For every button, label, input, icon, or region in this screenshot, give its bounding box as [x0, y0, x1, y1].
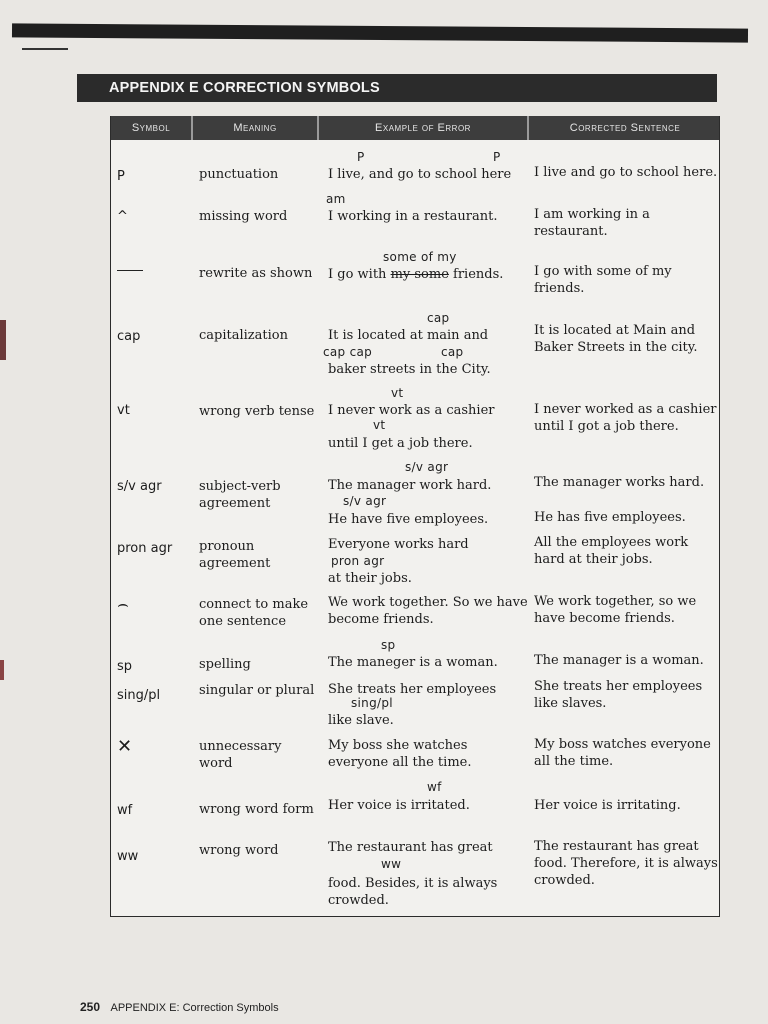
table-row-example: like slave.	[328, 713, 394, 728]
table-row-corrected: Her voice is irritating.	[534, 798, 681, 813]
example-struck-text: my some	[390, 267, 449, 282]
table-row-example: The maneger is a woman.	[328, 655, 498, 670]
table-row-symbol: vt	[117, 403, 130, 418]
table-row-symbol: cap	[117, 329, 141, 344]
table-row-meaning: singular or plural	[199, 683, 315, 698]
binding-edge	[0, 320, 6, 360]
column-header-symbol: Symbol	[111, 116, 193, 140]
example-text: friends.	[448, 267, 504, 282]
table-row-meaning: wrong word	[199, 843, 279, 858]
table-row-symbol: pron agr	[117, 541, 173, 556]
table-header	[111, 116, 719, 140]
handwritten-mark: cap	[427, 311, 450, 325]
table-row-example: We work together. So we have become friends.	[328, 595, 528, 627]
table-row-example: The restaurant has great	[328, 840, 493, 855]
table-row-corrected: The manager works hard.	[534, 475, 705, 490]
table-row-corrected: I go with some of my friends.	[534, 264, 672, 296]
table-row-example	[328, 266, 528, 283]
underline-symbol	[117, 262, 143, 271]
top-edge-bar	[12, 23, 748, 42]
table-row-corrected: It is located at Main and Baker Streets in the city.	[534, 323, 698, 355]
handwritten-mark: P	[493, 150, 501, 164]
column-header-corrected: Corrected Sentence	[569, 122, 681, 134]
table-row-meaning: pronoun agreement	[199, 539, 271, 571]
table-row-corrected: The restaurant has great food. Therefore, it is always crowded.	[534, 839, 718, 888]
handwritten-mark: cap	[441, 345, 464, 359]
table-row-corrected: My boss watches everyone all the time.	[534, 737, 711, 769]
table-row-example: I working in a restaurant.	[328, 209, 498, 224]
table-row-example: at their jobs.	[328, 571, 412, 586]
table-row-example: food. Besides, it is always crowded.	[328, 876, 498, 908]
table-row-meaning: connect to make one sentence	[199, 597, 309, 629]
table-row-symbol: s/v agr	[117, 479, 162, 494]
margin-dash	[22, 48, 68, 50]
delete-symbol: ✕	[117, 736, 133, 757]
table-row-example: He have five employees.	[328, 512, 489, 527]
table-row-symbol: sp	[117, 659, 133, 674]
table-row-corrected: I am working in a restaurant.	[534, 207, 650, 239]
table-row-meaning: wrong word form	[199, 802, 314, 817]
handwritten-mark: am	[326, 192, 346, 206]
handwritten-mark: sing/pl	[351, 696, 393, 710]
table-row-corrected: She treats her employees like slaves.	[534, 679, 703, 711]
handwritten-mark: wf	[427, 780, 442, 794]
handwritten-mark: ww	[381, 857, 402, 871]
table-row-meaning: wrong verb tense	[199, 404, 315, 419]
table-row-symbol: P	[117, 169, 125, 184]
handwritten-mark: s/v agr	[405, 460, 449, 474]
table-row-example: My boss she watches everyone all the time.	[328, 738, 472, 770]
table-row-example: Her voice is irritated.	[328, 798, 470, 813]
appendix-title: APPENDIX E CORRECTION SYMBOLS	[77, 74, 717, 102]
table-row-symbol: ww	[117, 849, 139, 864]
table-row-corrected: I live and go to school here.	[534, 165, 718, 180]
footer-label: APPENDIX E: Correction Symbols	[110, 1002, 279, 1014]
table-row-corrected: We work together, so we have become friends.	[534, 594, 697, 626]
handwritten-mark: vt	[391, 386, 404, 400]
table-row-example: The manager work hard.	[328, 478, 492, 493]
handwritten-mark: cap cap	[323, 345, 373, 359]
table-row-meaning: missing word	[199, 209, 288, 224]
handwritten-mark: vt	[373, 418, 386, 432]
table-row-corrected: He has five employees.	[534, 510, 686, 525]
table-row-example: until I get a job there.	[328, 436, 473, 451]
page-footer	[80, 1000, 279, 1014]
table-row-meaning: subject-verb agreement	[199, 479, 281, 511]
handwritten-mark: P	[357, 150, 365, 164]
example-text: I go with	[328, 267, 391, 282]
handwritten-mark: s/v agr	[343, 494, 387, 508]
table-row-meaning: capitalization	[199, 328, 288, 343]
table-row-example: baker streets in the City.	[328, 362, 491, 377]
table-row-corrected: The manager is a woman.	[534, 653, 704, 668]
table-row-meaning: punctuation	[199, 167, 279, 182]
connect-symbol: ⌢	[117, 594, 129, 615]
column-header-example: Example of Error	[319, 116, 529, 140]
handwritten-mark: sp	[381, 638, 396, 652]
table-row-symbol: wf	[117, 803, 133, 818]
handwritten-mark: some of my	[383, 250, 457, 264]
correction-symbols-table	[110, 116, 720, 917]
binding-edge-mark	[0, 660, 4, 680]
table-row-corrected: All the employees work hard at their jobs.	[534, 535, 689, 567]
table-row-meaning: rewrite as shown	[199, 266, 313, 281]
table-row-example: I live, and go to school here	[328, 167, 512, 182]
table-row-example: I never work as a cashier	[328, 403, 495, 418]
table-row-corrected: I never worked as a cashier until I got a job there.	[534, 402, 717, 434]
table-row-meaning: spelling	[199, 657, 251, 672]
table-row-example: It is located at main and	[328, 328, 489, 343]
table-row-symbol: sing/pl	[117, 688, 161, 703]
table-row-example: Everyone works hard	[328, 537, 469, 552]
table-row-meaning: unnecessary word	[199, 739, 282, 771]
handwritten-mark: pron agr	[331, 554, 385, 568]
column-header-meaning: Meaning	[193, 116, 319, 140]
page-number: 250	[80, 1000, 101, 1014]
table-row-symbol: ^	[117, 209, 128, 224]
table-row-example: She treats her employees	[328, 682, 497, 697]
